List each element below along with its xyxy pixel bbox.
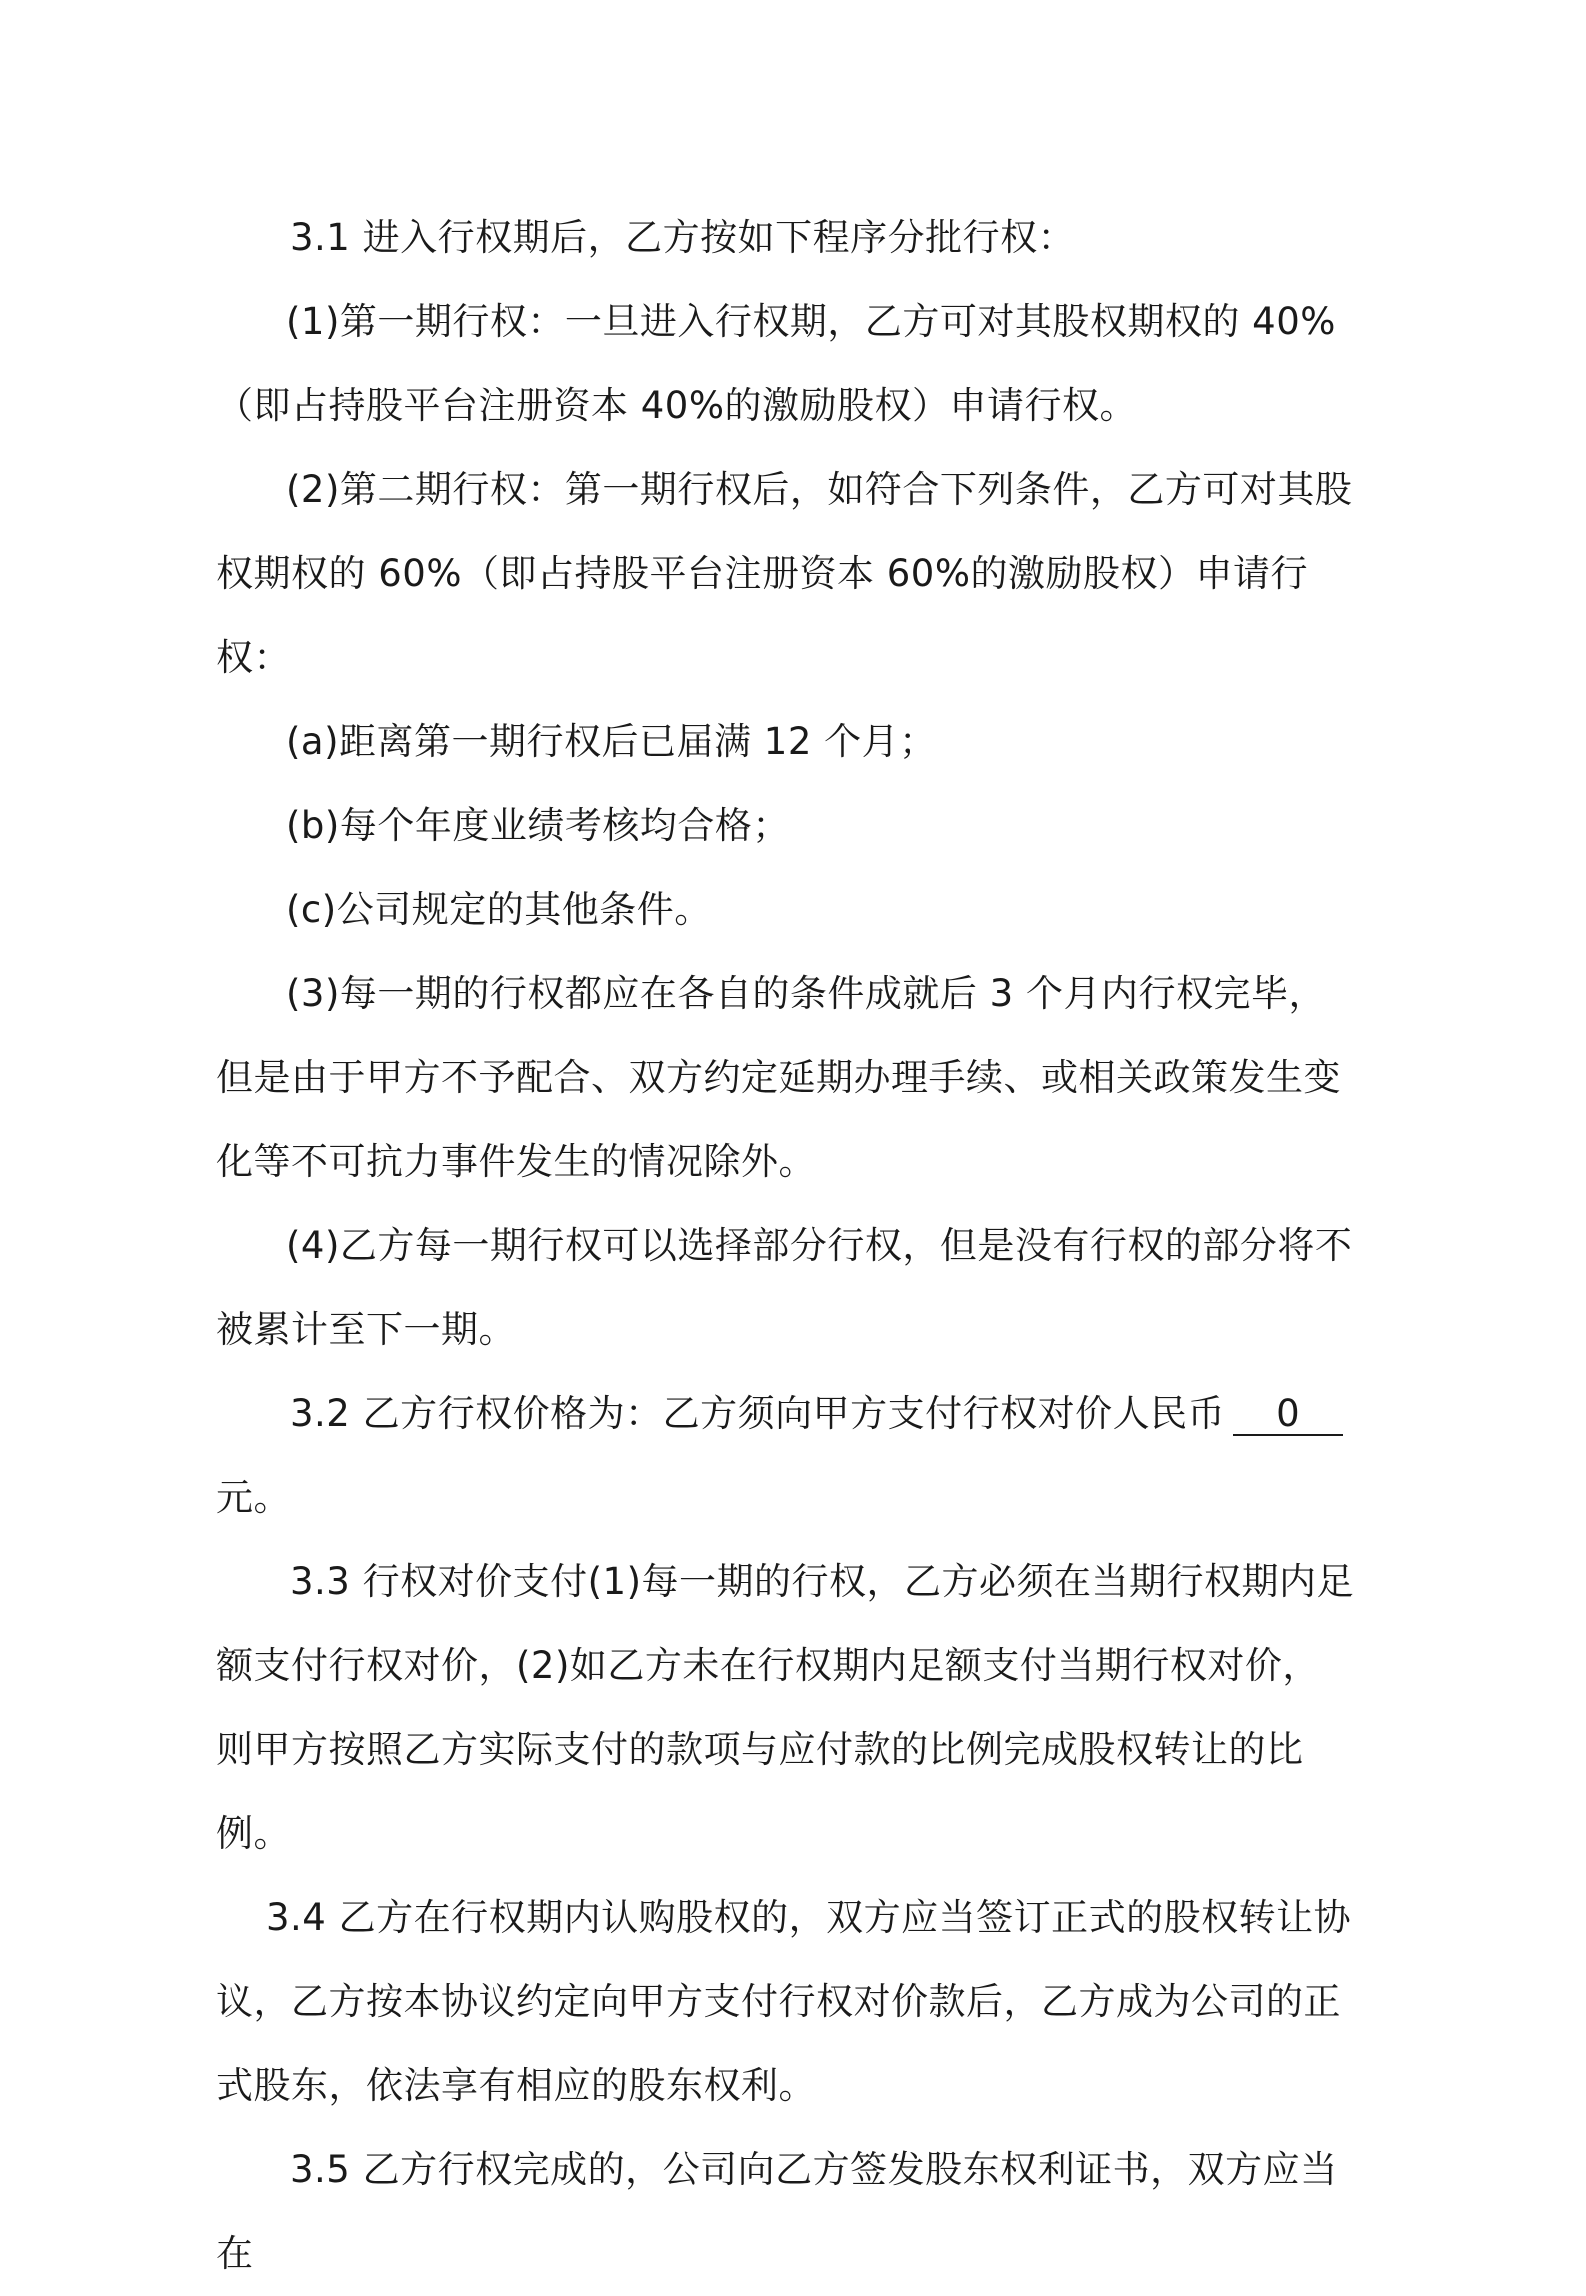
clause-3-2-suffix: 元。 [216,1476,291,1519]
clause-3-1-item-2: (2)第二期行权：第一期行权后，如符合下列条件，乙方可对其股权期权的 60%（即占持股平台注册资本 60%的激励股权）申请行权： [216,468,1353,679]
exercise-price-amount: 0 [1233,1394,1343,1436]
condition-a: (a)距离第一期行权后已届满 12 个月； [286,720,937,763]
clause-3-3: 3.3 行权对价支付(1)每一期的行权，乙方必须在当期行权期内足额支付行权对价，(2)如乙方未在行权期内足额支付当期行权对价，则甲方按照乙方实际支付的款项与应付款的比例完成股权转让的比例。 [216,1560,1355,1855]
condition-b: (b)每个年度业绩考核均合格； [286,804,790,847]
clause-3-4: 3.4 乙方在行权期内认购股权的，双方应当签订正式的股权转让协议，乙方按本协议约定向甲方支付行权对价款后，乙方成为公司的正式股东，依法享有相应的股东权利。 [216,1896,1352,2107]
clause-3-2 [216,1372,1356,1540]
clause-3-1-item-1: (1)第一期行权：一旦进入行权期，乙方可对其股权期权的 40%（即占持股平台注册资本 40%的激励股权）申请行权。 [216,300,1336,427]
clause-3-5: 3.5 乙方行权完成的，公司向乙方签发股东权利证书，双方应当在 [216,2148,1338,2275]
clause-3-1: 3.1 进入行权期后，乙方按如下程序分批行权： [290,216,1076,259]
condition-c: (c)公司规定的其他条件。 [286,888,712,931]
clause-3-2-prefix: 3.2 乙方行权价格为：乙方须向甲方支付行权对价人民币 [290,1392,1226,1435]
clause-3-1-item-4: (4)乙方每一期行权可以选择部分行权，但是没有行权的部分将不被累计至下一期。 [216,1224,1353,1351]
document-body [216,196,1356,2296]
clause-3-1-item-3: (3)每一期的行权都应在各自的条件成就后 3 个月内行权完毕，但是由于甲方不予配合、双方约定延期办理手续、或相关政策发生变化等不可抗力事件发生的情况除外。 [216,972,1341,1183]
